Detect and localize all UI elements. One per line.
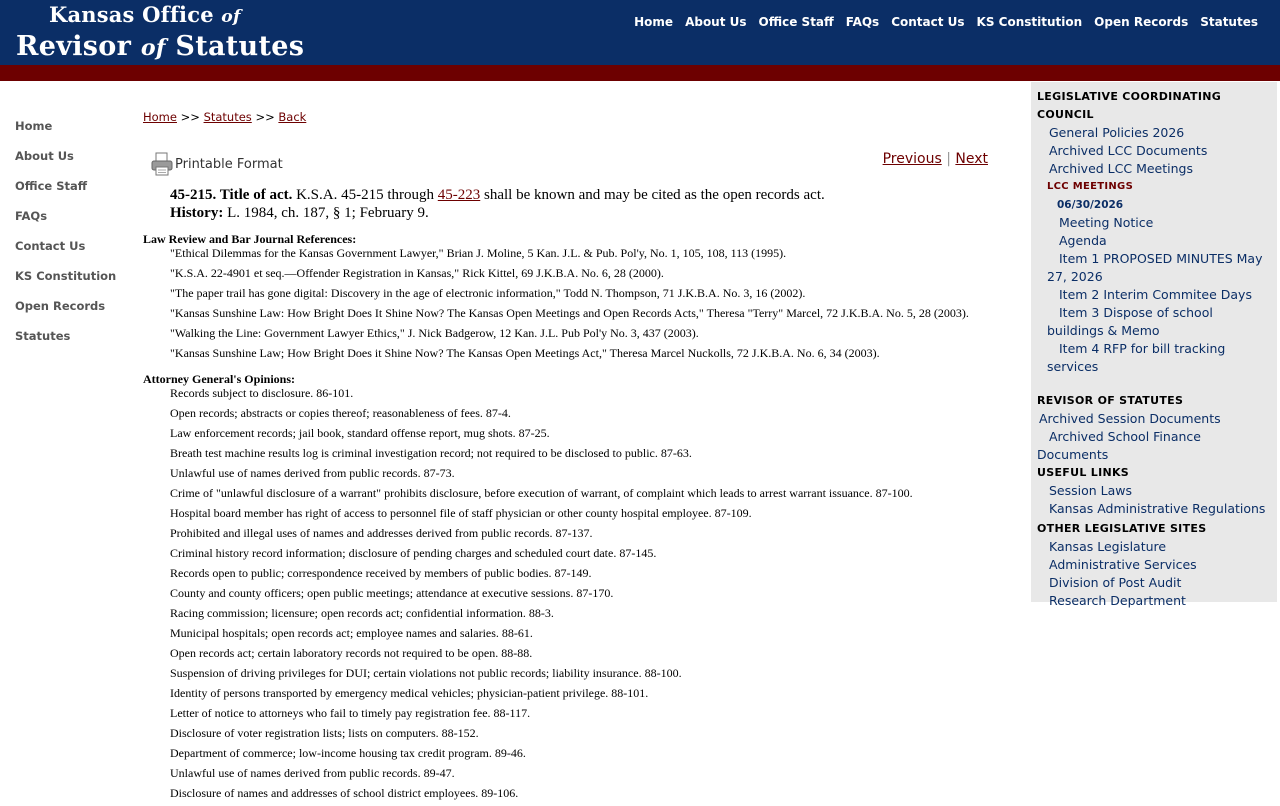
lcc-heading — [1037, 88, 1271, 124]
ag-opinion-item: County and county officers; open public meetings; attendance at executive sessions. 87-170. — [170, 586, 614, 600]
breadcrumb-separator: >> — [180, 110, 200, 124]
ag-opinion-item: Breath test machine results log is criminal investigation record; not required to be disclosed to public. 87-63. — [170, 446, 692, 460]
ag-opinion-item: Hospital board member has right of access to personnel file of staff physician or other county hospital employee. 87-109. — [170, 506, 752, 520]
top-nav-about-us[interactable]: About Us — [685, 15, 747, 29]
link-kansas-administrative-regulations[interactable]: Kansas Administrative Regulations — [1049, 501, 1266, 516]
ag-opinion-item: Prohibited and illegal uses of names and addresses derived from public records. 87-137. — [170, 526, 593, 540]
top-nav-open-records[interactable]: Open Records — [1094, 15, 1189, 29]
link-division-of-post-audit[interactable]: Division of Post Audit — [1049, 575, 1182, 590]
law-review-heading: Law Review and Bar Journal References: — [143, 232, 357, 246]
top-nav-faqs[interactable]: FAQs — [845, 15, 880, 29]
agenda-link[interactable]: Agenda — [1059, 233, 1107, 248]
meeting-notice-link[interactable]: Meeting Notice — [1059, 215, 1154, 230]
revisor-heading: REVISOR OF STATUTES — [1037, 394, 1184, 407]
next-link[interactable]: Next — [955, 151, 988, 167]
left-nav-statutes[interactable]: Statutes — [15, 329, 71, 343]
statute-history — [170, 204, 993, 222]
logo-word-of: of — [221, 7, 241, 27]
breadcrumb-separator: >> — [255, 110, 275, 124]
item-3-link[interactable]: Item 3 Dispose of school buildings & Memo — [1047, 305, 1213, 338]
top-nav — [634, 15, 1258, 29]
previous-link[interactable]: Previous — [882, 151, 942, 167]
logo-word-revisor: Revisor — [16, 31, 132, 62]
right-sidebar — [1031, 82, 1277, 608]
ag-opinion-item: Records open to public; correspondence received by members of public bodies. 87-149. — [170, 566, 592, 580]
law-review-item: "Walking the Line: Government Lawyer Ethics," J. Nick Badgerow, 12 Kan. J.L. Pub Pol'y No. 3, 437 (2003). — [170, 326, 699, 340]
link-session-laws[interactable]: Session Laws — [1049, 483, 1133, 498]
left-nav-faqs[interactable]: FAQs — [15, 209, 48, 223]
statute-section — [170, 186, 993, 222]
top-nav-office-staff[interactable]: Office Staff — [758, 15, 834, 29]
ag-opinion-item: Open records act; certain laboratory records not required to be open. 88-88. — [170, 646, 533, 660]
toolbar — [143, 144, 993, 180]
printable-format-link[interactable] — [151, 152, 283, 176]
ag-opinion-item: Unlawful use of names derived from public records. 87-73. — [170, 466, 455, 480]
ag-opinion-item: Crime of "unlawful disclosure of a warrant" prohibits disclosure, before execution of warrant, of complaint which leads to arrest warrant issuance. 87-100. — [170, 486, 913, 500]
ag-opinion-item: Law enforcement records; jail book, standard offense report, mug shots. 87-25. — [170, 426, 550, 440]
other-sites-heading: OTHER LEGISLATIVE SITES — [1037, 522, 1207, 535]
law-review-item: "Ethical Dilemmas for the Kansas Government Lawyer," Brian J. Moline, 5 Kan. J.L. & Pub. Pol'y, No. 1, 105, 108, 113 (1995). — [170, 246, 787, 260]
logo-word-kansas-office: Kansas Office — [49, 2, 214, 27]
statute-text — [170, 186, 993, 204]
ag-opinion-item: Disclosure of voter registration lists; lists on computers. 88-152. — [170, 726, 479, 740]
useful-links-heading: USEFUL LINKS — [1037, 466, 1130, 479]
printer-icon — [151, 152, 173, 176]
top-nav-ks-constitution[interactable]: KS Constitution — [976, 15, 1083, 29]
logo-word-statutes: Statutes — [175, 31, 305, 62]
breadcrumb-home[interactable]: Home — [143, 110, 177, 124]
history-label: History: — [170, 205, 224, 221]
ag-opinions-heading: Attorney General's Opinions: — [143, 372, 295, 386]
prev-next-nav — [883, 151, 988, 167]
logo-word-of-2: of — [140, 35, 166, 61]
left-nav-contact-us[interactable]: Contact Us — [15, 239, 86, 253]
site-header — [0, 0, 1280, 65]
ag-opinion-item: Disclosure of names and addresses of school district employees. 89-106. — [170, 786, 519, 800]
breadcrumb-back[interactable]: Back — [278, 110, 307, 124]
lcc-heading-line-1: LEGISLATIVE COORDINATING — [1037, 90, 1222, 103]
prev-next-separator: | — [946, 151, 951, 167]
law-review-list — [170, 246, 993, 366]
link-archived-lcc-meetings[interactable]: Archived LCC Meetings — [1049, 161, 1193, 176]
ag-opinion-item: Unlawful use of names derived from public records. 89-47. — [170, 766, 455, 780]
law-review-item: "K.S.A. 22-4901 et seq.—Offender Registration in Kansas," Rick Kittel, 69 J.K.B.A. No. 6, 28 (2000). — [170, 266, 664, 280]
left-nav-home[interactable]: Home — [15, 119, 53, 133]
history-text: L. 1984, ch. 187, § 1; February 9. — [227, 205, 429, 221]
left-nav-ks-constitution[interactable]: KS Constitution — [15, 269, 117, 283]
ag-opinion-item: Municipal hospitals; open records act; employee names and salaries. 88-61. — [170, 626, 533, 640]
ag-opinion-item: Criminal history record information; disclosure of pending charges and scheduled court date. 87-145. — [170, 546, 657, 560]
statute-link-45-223[interactable]: 45-223 — [437, 187, 481, 203]
left-nav-about-us[interactable]: About Us — [15, 149, 74, 163]
top-nav-statutes[interactable]: Statutes — [1200, 15, 1258, 29]
left-nav-office-staff[interactable]: Office Staff — [15, 179, 88, 193]
law-review-item: "Kansas Sunshine Law; How Bright Does it Shine Now? The Kansas Open Meetings Act," Theresa Marcel Nuckolls, 72 J.K.B.A. No. 6, 34 (2003). — [170, 346, 880, 360]
main-content — [143, 110, 993, 806]
ag-opinion-item: Records subject to disclosure. 86-101. — [170, 386, 354, 400]
left-nav — [15, 118, 116, 358]
law-review-item: "The paper trail has gone digital: Discovery in the age of electronic information," Todd N. Thompson, 71 J.K.B.A. No. 3, 16 (2002). — [170, 286, 806, 300]
spacer — [1037, 376, 1271, 392]
ag-opinion-item: Open records; abstracts or copies thereof; reasonableness of fees. 87-4. — [170, 406, 511, 420]
lcc-meetings-heading: LCC MEETINGS — [1047, 181, 1134, 192]
item-4-link[interactable]: Item 4 RFP for bill tracking services — [1047, 341, 1226, 374]
law-review-item: "Kansas Sunshine Law: How Bright Does It Shine Now? The Kansas Open Meetings and Open Records Acts," Theresa "Terry" Marcel, 72 J.K.B.A. No. 5, 28 (2003). — [170, 306, 969, 320]
link-general-policies[interactable]: General Policies 2026 — [1049, 125, 1185, 140]
printable-format-label: Printable Format — [175, 156, 283, 172]
breadcrumb — [143, 110, 993, 124]
ag-opinion-item: Racing commission; licensure; open records act; confidential information. 88-3. — [170, 606, 554, 620]
link-archived-school-finance-documents[interactable]: Archived School Finance Documents — [1037, 429, 1201, 462]
ag-opinion-item: Department of commerce; low-income housing tax credit program. 89-46. — [170, 746, 526, 760]
header-accent-bar — [0, 65, 1280, 81]
item-1-link[interactable]: Item 1 PROPOSED MINUTES May 27, 2026 — [1047, 251, 1263, 284]
ag-opinion-item: Suspension of driving privileges for DUI; certain violations not public records; liability insurance. 88-100. — [170, 666, 682, 680]
link-archived-lcc-documents[interactable]: Archived LCC Documents — [1049, 143, 1208, 158]
breadcrumb-statutes[interactable]: Statutes — [203, 110, 252, 124]
statute-text-after: shall be known and may be cited as the open records act. — [484, 187, 825, 203]
left-nav-open-records[interactable]: Open Records — [15, 299, 106, 313]
ag-opinion-item: Identity of persons transported by emergency medical vehicles; physician-patient privilege. 88-101. — [170, 686, 649, 700]
ag-opinions-list — [170, 386, 993, 806]
link-kansas-legislature[interactable]: Kansas Legislature — [1049, 539, 1167, 554]
lcc-heading-line-2: COUNCIL — [1037, 108, 1094, 121]
link-administrative-services[interactable]: Administrative Services — [1049, 557, 1197, 572]
link-archived-session-documents[interactable]: Archived Session Documents — [1039, 411, 1221, 426]
statute-text-before: K.S.A. 45-215 through — [296, 187, 435, 203]
meeting-date: 06/30/2026 — [1057, 199, 1124, 211]
statute-title: 45-215. Title of act. — [170, 187, 293, 203]
top-nav-contact-us[interactable]: Contact Us — [891, 15, 965, 29]
item-2-link[interactable]: Item 2 Interim Commitee Days — [1059, 287, 1252, 302]
top-nav-home[interactable]: Home — [634, 15, 674, 29]
ag-opinion-item: Letter of notice to attorneys who fail to timely pay registration fee. 88-117. — [170, 706, 531, 720]
link-research-department[interactable]: Research Department — [1049, 593, 1186, 608]
